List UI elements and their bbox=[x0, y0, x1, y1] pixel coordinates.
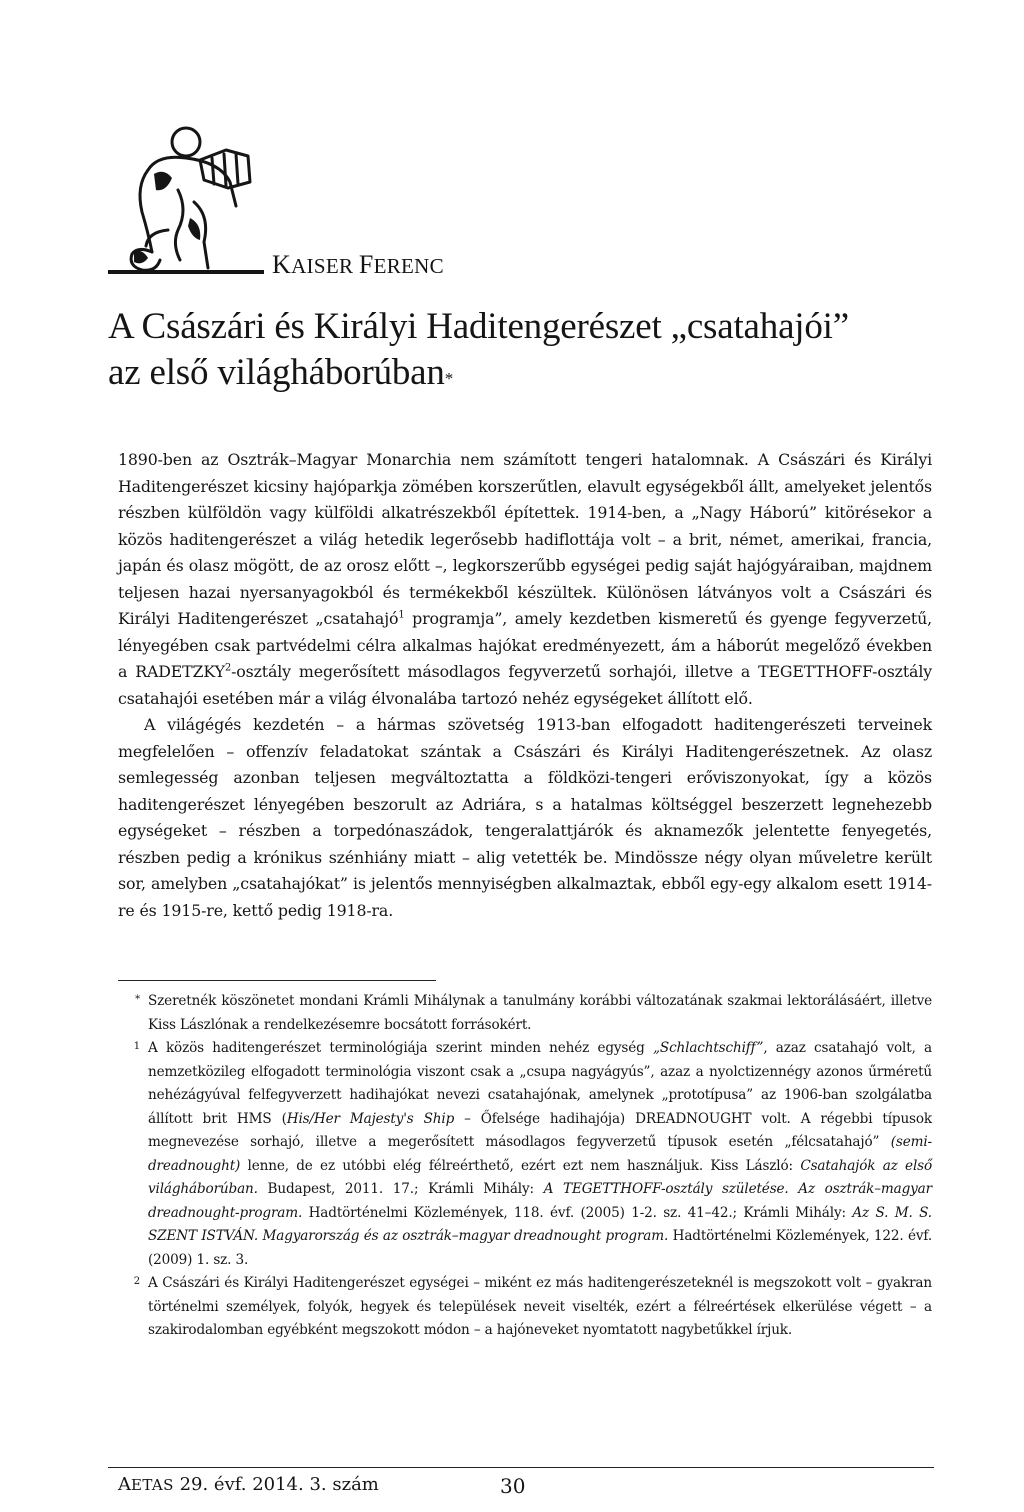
footnotes bbox=[118, 990, 932, 1343]
title-footnote-mark: * bbox=[444, 369, 454, 388]
footnote-1: 1 A közös haditengerészet terminológiája szerint minden nehéz egység „Schlachtschiff”, azaz csatahajó volt, a nemzetközileg elfogadott terminológia viszont csak a „csupa nagyágyús”, azaz a nyolctizennégy azonos űrméretű nehézágyúval felfegyverzett hadihajókat nevezi csatahajónak, amelynek „prototípusa” az 1906-ban szolgálatba állított brit HMS (His/Her Majesty's Ship – Őfelsége hadihajója) DREADNOUGHT volt. A régebbi típusok megnevezése sorhajó, illetve a megerősített másodlagos fegyverzetű típusok esetén „félcsatahajó” (semi-dreadnought) lenne, de ez utóbbi elég félreérthető, ezért ezt nem használjuk. Kiss László: Csatahajók az első világháborúban. Budapest, 2011. 17.; Krámli Mihály: A TEGETTHOFF-osztály születése. Az osztrák–magyar dreadnought-program. Hadtörténelmi Közlemények, 118. évf. (2005) 1-2. sz. 41–42.; Krámli Mihály: Az S. M. S. SZENT ISTVÁN. Magyarország és az osztrák–magyar dreadnought program. Hadtörténelmi Közlemények, 122. évf. (2009) 1. sz. 3. bbox=[118, 1037, 932, 1272]
footnote-mark: 1 bbox=[133, 1041, 140, 1052]
title-line-2: az első világháborúban bbox=[108, 352, 445, 393]
footnote-ref-1[interactable]: 1 bbox=[398, 609, 405, 621]
journal-citation: AETAS 29. évf. 2014. 3. szám bbox=[118, 1474, 379, 1495]
footnote-ref-2[interactable]: 2 bbox=[224, 662, 232, 674]
article-body bbox=[118, 447, 932, 924]
article-title bbox=[108, 304, 938, 396]
body-paragraph-1: 1890-ben az Osztrák–Magyar Monarchia nem számított tengeri hatalomnak. A Császári és Királyi Haditengerészet kicsiny hajóparkja zömében korszerűtlen, elavult egységekből állt, amelyeket jelentős részben külföldön vagy külföldi alkatrészekből építettek. 1914-ben, a „Nagy Háború” kitörésekor a közös haditengerészet a világ hetedik legerősebb hadiflottája volt – a brit, német, amerikai, francia, japán és olasz mögött, de az orosz előtt –, legkorszerűbb egységei pedig saját hajógyáraiban, majdnem teljesen hazai nyersanyagokból és termékekből készültek. Különösen látványos volt a Császári és Királyi Haditengerészet „csatahajó$^1$ programja”, amely kezdetben kismeretű és gyenge fegyverzetű, lényegében csak partvédelmi célra alkalmas hajókat eredményezett, ám a háborút megelőző években a RADETZKY$^2$-osztály megerősített másodlagos fegyverzetű sorhajói, illetve a TEGETTHOFF-osztály csatahajói esetében már a világ élvonalába tartozó nehéz egységeket állított elő. bbox=[118, 450, 932, 708]
author-name: KAISER FERENC bbox=[272, 250, 444, 279]
footnote-star: * Szeretnék köszönetet mondani Krámli Mihálynak a tanulmány korábbi változatának szakmai lektorálásáért, illetve Kiss Lászlónak a rendelkezésemre bocsátott forrásokért. bbox=[118, 990, 932, 1037]
page-number: 30 bbox=[500, 1474, 526, 1498]
footnote-separator bbox=[118, 980, 436, 981]
journal-logo-figure bbox=[108, 120, 264, 280]
title-line-1: A Császári és Királyi Haditengerészet „csatahajói” bbox=[108, 306, 849, 347]
footer-rule bbox=[108, 1467, 934, 1468]
body-paragraph-2: A világégés kezdetén – a hármas szövetség 1913-ban elfogadott haditengerészeti terveinek megfelelően – offenzív feladatokat szántak a Császári és Királyi Haditengerészetnek. Az olasz semlegesség azonban teljesen megváltoztatta a földközi-tengeri erőviszonyokat, így a közös haditengerészet lényegében beszorult az Adriára, s a hatalmas költséggel beszerzett legnehezebb egységeket – részben a torpedónaszádok, tengeralattjárók és aknamezők jelentette fenyegetés, részben pedig a krónikus szénhiány miatt – alig vetették be. Mindössze négy olyan műveletre került sor, amelyben „csatahajókat” is jelentős mennyiségben alkalmaztak, ebből egy-egy alkalom esett 1914-re és 1915-re, kettő pedig 1918-ra. bbox=[118, 715, 932, 920]
footnote-2: 2 A Császári és Királyi Haditengerészet egységei – miként ez más haditengerészeteknél is megszokott volt – gyakran történelmi személyek, folyók, hegyek és települések neveit viselték, ezért a félreértések elkerülése végett – a szakirodalomban egyébként megszokott módon – a hajóneveket nyomtatott nagybetűkkel írjuk. bbox=[118, 1272, 932, 1343]
footnote-mark: * bbox=[135, 994, 140, 1005]
footnote-mark: 2 bbox=[133, 1276, 140, 1287]
